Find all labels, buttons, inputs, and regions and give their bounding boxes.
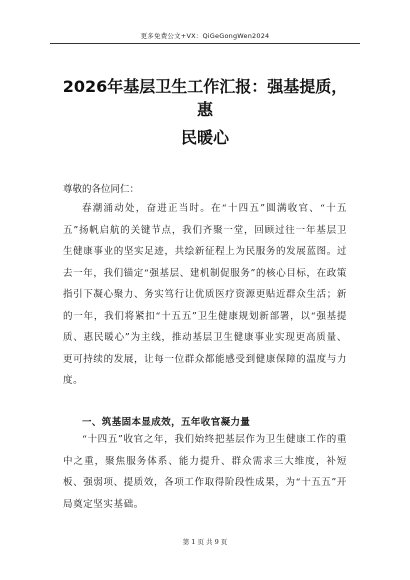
body-paragraph-1: 春潮涌动处，奋进正当时。在“十四五”圆满收官、“十五五”扬帆启航的关键节点，我们齐聚一堂，回顾过往一年基层卫生健康事业的坚实足迹，共绘新征程上为民服务的发展蓝图。过去一年，我们锚定“强基层、建机制促服务”的核心目标，在政策指引下凝心聚力、务实笃行让优质医疗资源更贴近群众生活；新的一年，我们将紧扣“十五五”卫生健康规划新部署，以“强基提质、惠民暖心”为主线，推动基层卫生健康事业实现更高质量、更可持续的发展，让每一位群众都能感受到健康保障的温度与力度。 — [63, 203, 347, 386]
header-divider — [50, 43, 360, 44]
body-paragraph-2: “十四五”收官之年，我们始终把基层作为卫生健康工作的重中之重，聚焦服务体系、能力提升、群众需求三大维度，补短板、强弱项、提质效，各项工作取得阶段性成果，为“十五五”开局奠定坚实基础。 — [63, 434, 347, 510]
salutation: 尊敬的各位同仁： — [63, 184, 140, 195]
page-number-footer: 第 1 页 共 9 页 — [182, 538, 228, 546]
header-note: 更多免费公文+VX：QiGeGongWen2024 — [140, 32, 270, 40]
document-title-line1: 2026年基层卫生工作汇报：强基提质，惠 — [62, 77, 348, 119]
section-heading-1: 一、筑基固本显成效，五年收官凝力量 — [82, 417, 251, 428]
document-title-line2: 民暖心 — [180, 128, 229, 147]
